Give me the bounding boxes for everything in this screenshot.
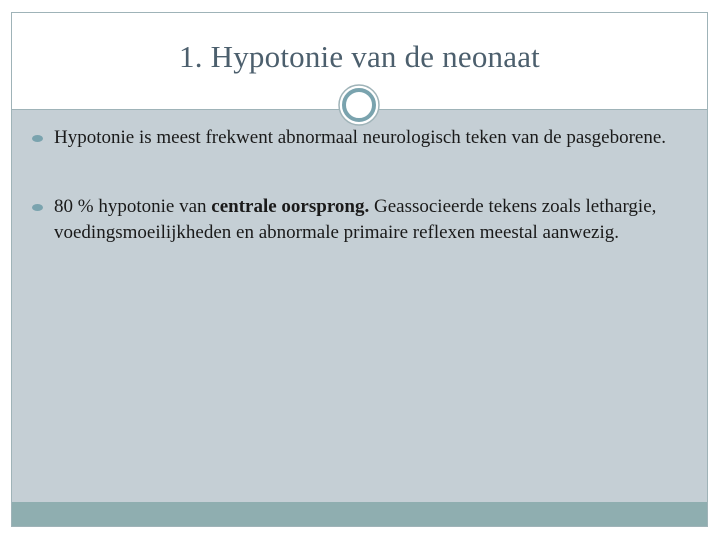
slide (11, 12, 708, 527)
slide-title: 1. Hypotonie van de neonaat (179, 39, 540, 74)
bullet-text: Hypotonie is meest frekwent abnormaal neurologisch teken van de pasgeborene. (54, 127, 667, 148)
bullet-text-part1: 80 % hypotonie van (54, 196, 212, 217)
ring-ornament-icon (337, 83, 381, 127)
bullet-item (32, 125, 687, 151)
bullet-text-bold: centrale oorsprong. (211, 196, 370, 217)
bullet-text-part2: Geassocieerde tekens zoals lethargie, voedingsmoeilijkheden en abnormale primaire reflexen meestal aanwezig. (54, 196, 657, 243)
bullet-icon (32, 135, 43, 142)
content-body (32, 125, 687, 246)
footer-bar (12, 502, 707, 526)
bullet-item (32, 194, 687, 246)
bullet-icon (32, 204, 43, 211)
